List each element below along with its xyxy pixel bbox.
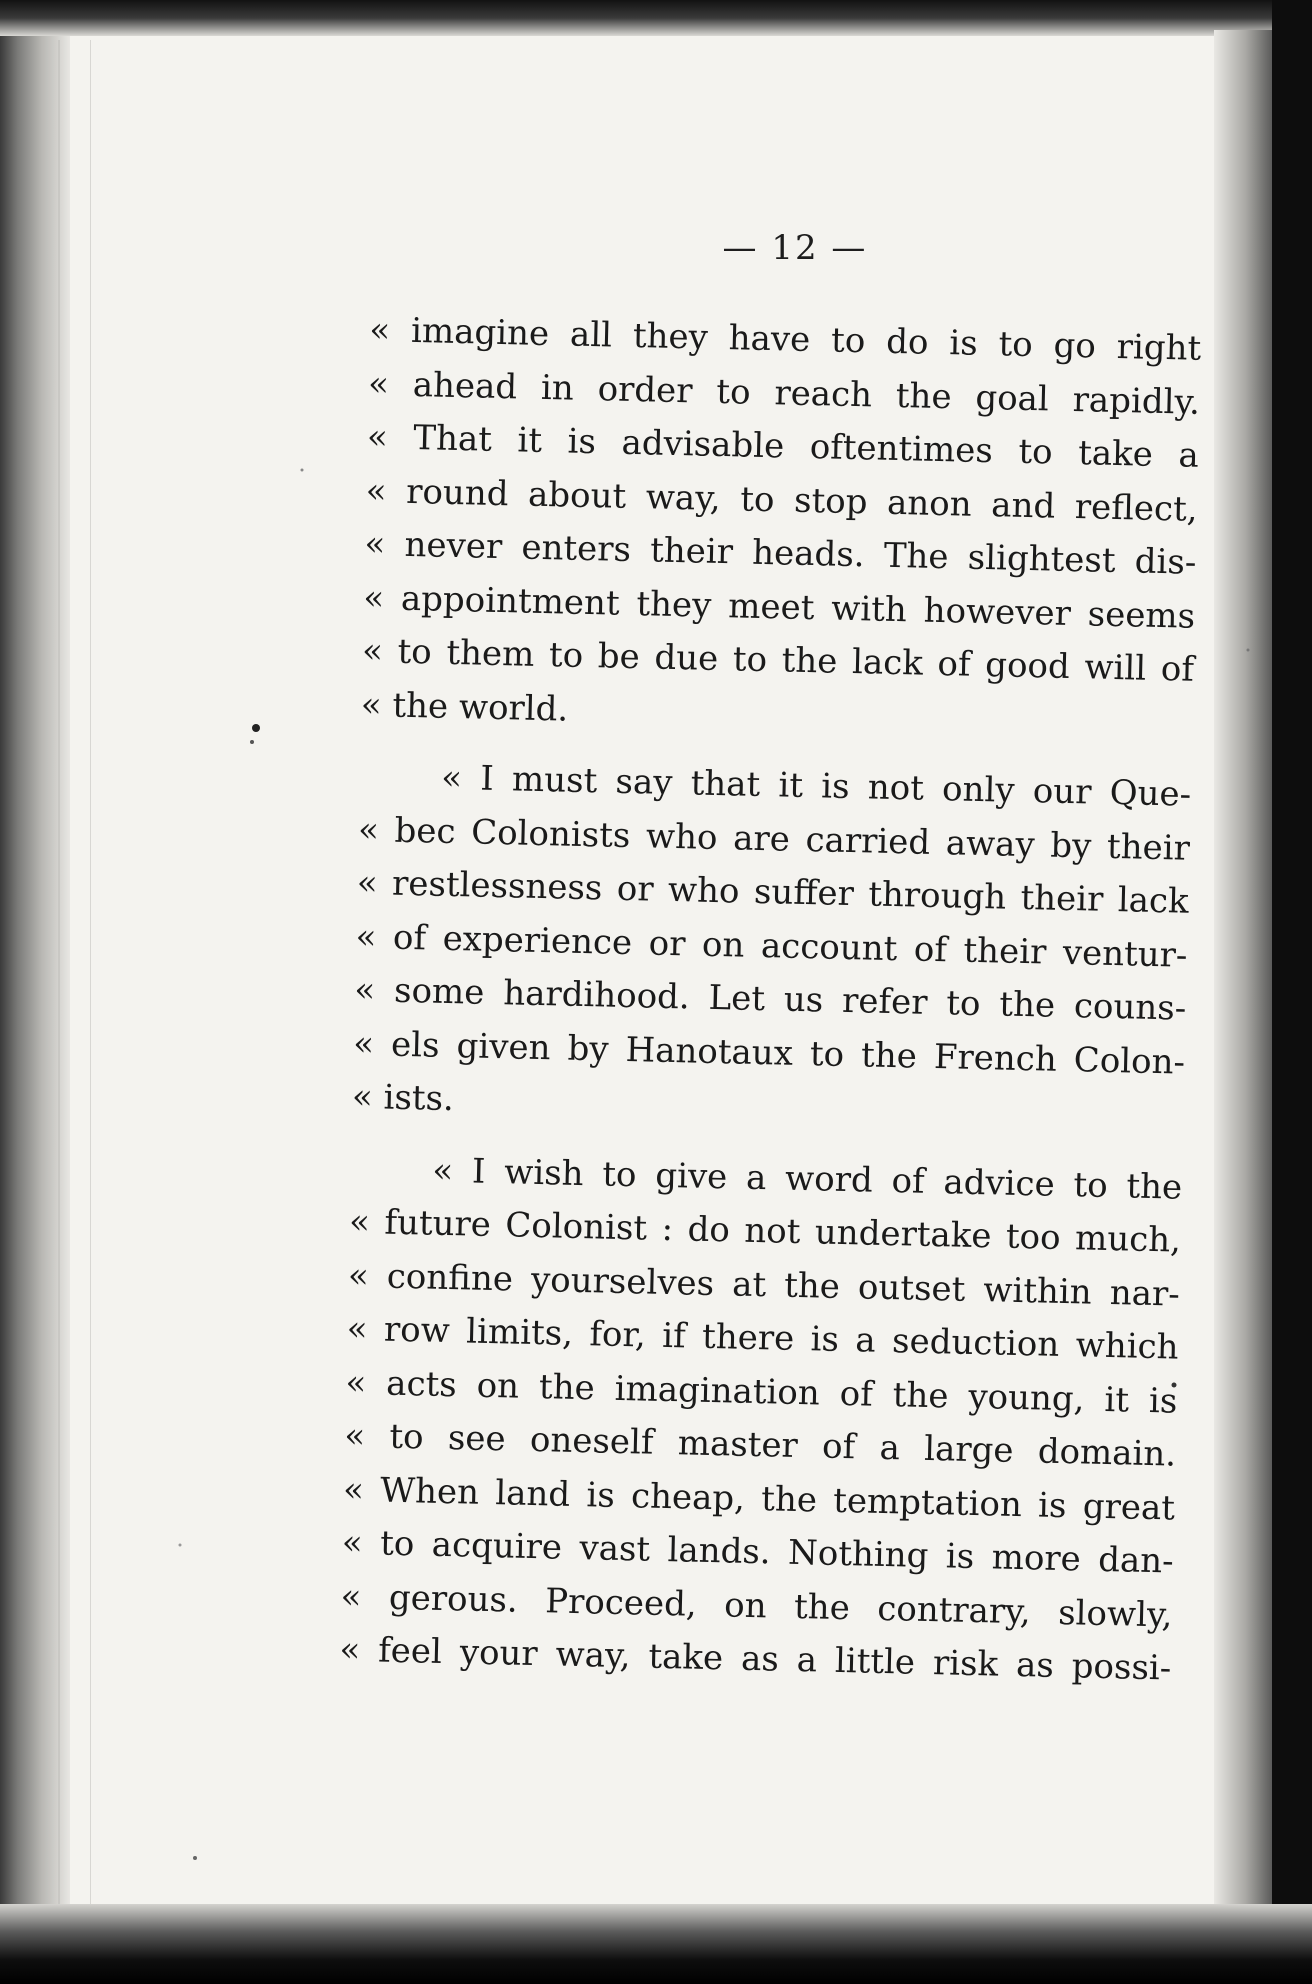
text-line: « of experience or on account of their ventur- [355,916,1188,976]
paragraph-2 [351,750,1191,1143]
paragraph-3 [339,1142,1183,1696]
text-line: « appointment they meet with however seems [362,577,1196,637]
text-line: « the world. [360,684,569,730]
text-line: « some hardihood. Let us refer to the couns- [353,969,1187,1029]
text-line: « That it is advisable oftentimes to take a [366,416,1200,476]
text-line: « acts on the imagination of the young, it is [345,1362,1178,1422]
text-line: « bec Colonists who are carried away by their [357,809,1191,869]
text-line: « imagine all they have to do is to go right [368,309,1202,369]
text-line: « gerous. Proceed, on the contrary, slowly, [340,1576,1173,1636]
text-line: « ahead in order to reach the goal rapidly. [367,363,1201,423]
text-line: « els given by Hanotaux to the French Colon- [352,1023,1186,1083]
text-line: « I must say that it is not only our Que- [440,757,1192,815]
text-line: « feel your way, take as a little risk as possi- [339,1629,1172,1689]
text-line: « round about way, to stop anon and reflect, [365,470,1199,530]
page-number: — 12 — [722,228,868,268]
body-text [338,304,1201,1714]
text-line: « future Colonist : do not undertake too much, [348,1201,1182,1261]
text-line: « never enters their heads. The slightest dis- [364,523,1197,583]
text-line: « row limits, for, if there is a seduction which [346,1308,1179,1368]
text-line: « to them to be due to the lack of good will of [361,630,1195,690]
text-line: « confine yourselves at the outset within nar- [347,1255,1181,1315]
text-line: « ists. [351,1076,455,1120]
text-line: « I wish to give a word of advice to the [431,1150,1183,1208]
text-line: « When land is cheap, the temptation is great [342,1469,1176,1529]
paragraph-1 [360,304,1201,751]
text-line: « to acquire vast lands. Nothing is more dan- [341,1522,1175,1582]
text-line: « restlessness or who suffer through their lack [356,862,1190,922]
text-line: « to see oneself master of a large domain. [343,1415,1177,1475]
